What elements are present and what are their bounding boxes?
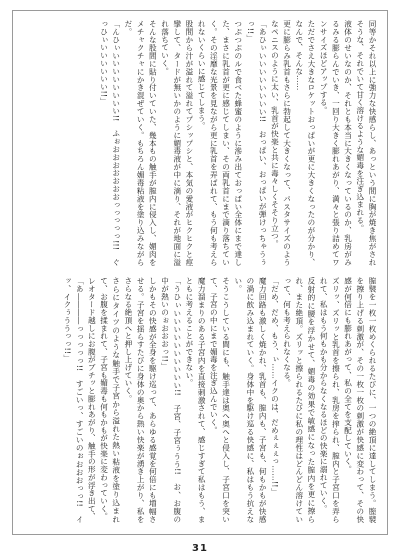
paragraph: 股間から汁が溢れて溢れてプシップシと、本気の愛液がヒクヒクと痙攣して、タードが無いかのように媚毒液が中に滴り、それが地面に溢れ落ちていく。 xyxy=(160,20,194,266)
dialogue-line: 「あひぃいいいいいいいい!! おっぱい、おっぱいが弾けっちゃうぅっ!!」 xyxy=(245,20,268,266)
paragraph: しかもその快感が全身を駆け巡って、あらゆる感覚を何倍にも増幅させる。子宮を揺らすたびに身体の奥から熱い快楽が湧き上がり、私をさらなる絶頂へと押し上げていく。 xyxy=(123,277,158,523)
paragraph: 反射的に腰を浮かせて、媚毒の効果で敏感になった膣内を更に擦られ、また絶頂。ズリッと擦られるたびに私の理性はどんどん溶けていって、何も考えられなくなる。 xyxy=(282,277,316,523)
paragraph: つぷつぷのルで食べた蜂蜜のように滲み出ておっぱい全体にまで達した、まさに乳首が更に感じてしまい、その両乳首にまで滴り落ちていく。その淫靡な光景を見ながら更に乳首を弄ばれて、もう何も考えられないくらいに感じてしまう。 xyxy=(197,20,243,266)
dialogue-line: 「だめ、だめ、もう、ぃ……イクのは、だめぇぇぇっ……!!」 xyxy=(270,277,280,496)
paragraph: 膣襞を一枚一枚めくられるたびに、一つの絶頂に達してしまう。膣襞を擦り上げる刺激が、その一枚一枚の刺激が快感に変わって、その快感が何倍にも膨れあがって、私の全てを支配していく。 xyxy=(343,277,377,523)
page-number: 31 xyxy=(192,543,208,554)
paragraph: そんな股間に貼り付いていた、幾本もの触手が膣内に侵入し、媚肉をメチャクチャにかき混ぜていく。もちろん媚毒粘液を塗り込みながらだ。 xyxy=(123,20,158,266)
paragraph: ズリッ、ズリッと乳首を擦られ、乳房を搾られ、膣内と子宮口を弄られて、私はもう何もかも分からなくなるほどの快楽に溺れていく。 xyxy=(319,277,341,523)
paragraph: 魔力回路も激しく焼かれ、乳首も、膣内も、子宮も、何もかもが快感の渦に飲み込まれていく。身体中を駆け巡る快感に、私はもう抗えない。 xyxy=(233,277,268,523)
paragraph: レオタード越しにお腹がブチッと膨れあがり、触手の形が浮き出て、 xyxy=(87,277,97,521)
paragraph: 同等かそれ以上に強力な快感らし、あっという間に胸が焼き焦がされそうな、それでいて甘く溶けるような媚毒を注ぎ込まれる。 xyxy=(355,20,377,266)
paragraph: 魔力溜まりのある子宮内を直接刺激されて、感じすぎて私はもう、まともに考えることができない。 xyxy=(184,277,207,523)
dialogue-line: 「あ――――っっっっっ!! すごいっ、すごいのぉおおおっっ!! イッ、イクぅううっっ!!」 xyxy=(62,277,85,523)
paragraph: 液体のせいなのか、それとも本当に大きくなっているのか、乳房がみるみる膨らんでいき、一回り大きく膨れあがり、満々と張り詰めてワンサイズほどアップする。 xyxy=(319,20,353,266)
text-block-top xyxy=(22,20,378,266)
paragraph: ただでさえ大きなロケットおっぱいが更に大きくなったのが分かり、なんで、そんな…… xyxy=(294,20,316,266)
dialogue-line: 「んひぃいいいいいいいい!! ふぉおおおおおおおっっっっっ!!! ぐっひぃいいいいいい!!」 xyxy=(99,20,121,266)
paragraph: 更に膨らみ乳首もさらに勃起して大きくなって、パスタサイズのようなペニスのように太い、乳首が快楽と共に毒々しくそそり立つ。 xyxy=(270,20,292,266)
paragraph: そうこうしている間にも、触手達は奥へ奥へと侵入し、子宮口を突いて、子宮の中にまで媚毒を注ぎ込んでいく。 xyxy=(209,277,231,523)
text-block-bottom xyxy=(22,277,378,523)
paragraph: さらにタイツのような触手で子宮から溢れた熱い粘液を塗り込まれて、お腹を揉まれて、子宮も媚毒も何もかもが快楽に変わっていく。 xyxy=(99,277,121,523)
dialogue-line: 「うひぃいいいいいいいいいい!! 子宮、子宮ぅうう!! お、お腹の中が熱いのぉおおおっ!!」 xyxy=(160,277,182,523)
